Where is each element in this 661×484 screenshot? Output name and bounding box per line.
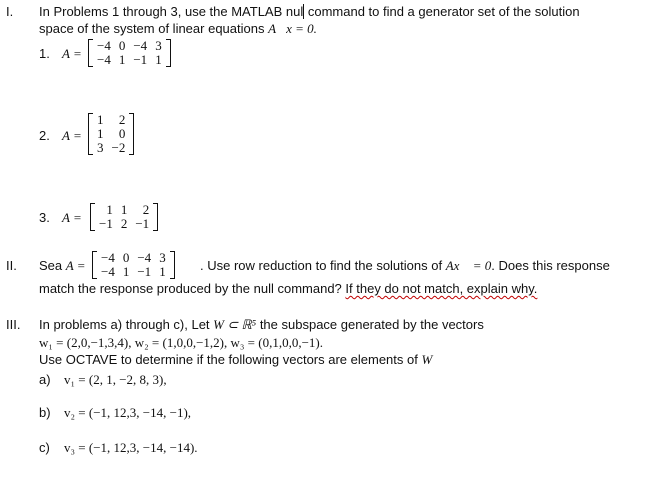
- section-2-sea-text: Sea: [39, 258, 66, 273]
- matrix-cell: 0: [122, 250, 130, 265]
- problem-1-lhs: A =: [62, 46, 82, 61]
- section-1-line-1: [39, 4, 580, 20]
- section-2-line-1-rest: [200, 258, 610, 274]
- item-a-expr: v₁ = (2, 1, −2, 8, 3),: [64, 372, 167, 387]
- section-3-numeral: III.: [6, 317, 21, 332]
- section-2-text-end: . Does this response: [491, 258, 610, 273]
- matrix-right-bracket: [166, 39, 171, 67]
- matrix-cell: 3: [159, 250, 166, 265]
- matrix-cell: 3: [97, 140, 104, 155]
- matrix-cell: −4: [97, 52, 111, 67]
- item-a-label: a): [39, 372, 51, 387]
- item-c-label: c): [39, 440, 50, 455]
- matrix-cell: 1: [118, 52, 126, 67]
- matrix-cell: −4: [137, 250, 152, 265]
- matrix-right-bracket: [153, 203, 158, 231]
- matrix-cell: 3: [155, 38, 162, 53]
- item-b-label: b): [39, 405, 51, 420]
- matrix-right-bracket: [170, 251, 175, 279]
- matrix-cell: 1: [120, 202, 128, 217]
- section-2-line-2-b: If they do not match, explain why.: [345, 281, 538, 296]
- section-3-line-1-b: the subspace generated by the vectors: [256, 317, 484, 332]
- section-1-line-1-a: In Problems 1 through 3, use the MATLAB nul: [39, 4, 304, 19]
- section-3-w: W: [421, 352, 433, 367]
- section-2-line-2: [39, 281, 537, 297]
- section-2-text-after: . Use row reduction to find the solutions of: [200, 258, 446, 273]
- matrix-cell: −2: [111, 140, 126, 155]
- section-1-equation: A⃗x = 0.: [268, 21, 317, 36]
- matrix-cell: 0: [118, 126, 126, 141]
- matrix-cell: 1: [97, 112, 104, 127]
- item-c-expr: v₃ = (−1, 12,3, −14, −14).: [64, 440, 198, 455]
- section-1-line-2-a: space of the system of linear equations: [39, 21, 269, 36]
- matrix-cell: 1: [155, 52, 162, 67]
- section-2-numeral: II.: [6, 258, 17, 273]
- matrix-cell: −1: [137, 264, 152, 279]
- matrix-cell: 1: [122, 264, 130, 279]
- matrix-cell: 0: [118, 38, 126, 53]
- section-2-matrix: [92, 251, 175, 279]
- matrix-cell: −1: [133, 52, 148, 67]
- matrix-cell: −4: [133, 38, 148, 53]
- problem-1-label: 1.: [39, 46, 50, 61]
- section-2-lhs: A =: [65, 258, 86, 273]
- problem-3-lhs: A =: [62, 210, 82, 225]
- section-3-line-1: [39, 317, 484, 333]
- problem-2-label: 2.: [39, 128, 50, 143]
- matrix-right-bracket: [129, 113, 134, 155]
- section-3-line-3: [39, 352, 432, 368]
- matrix-cell: −4: [97, 38, 111, 53]
- matrix-cell: 2: [118, 112, 126, 127]
- section-3-line-1-a: In problems a) through c), Let: [39, 317, 214, 332]
- problem-3-matrix: [90, 203, 158, 231]
- section-3-line-3-a: Use OCTAVE to determine if the following vectors are elements of: [39, 352, 422, 367]
- item-b-expr: v₂ = (−1, 12,3, −14, −1),: [64, 405, 192, 420]
- matrix-cell: −1: [99, 216, 113, 231]
- matrix-cell: −1: [135, 216, 150, 231]
- section-1-numeral: I.: [6, 4, 14, 19]
- section-2-equation: Ax⃗ = 0: [445, 258, 492, 273]
- matrix-cell: 2: [120, 216, 128, 231]
- section-1-line-1-b: command to find a generator set of the solution: [304, 4, 580, 19]
- matrix-cell: 1: [97, 126, 104, 141]
- matrix-cell: 1: [159, 264, 166, 279]
- section-2-line-2-a: match the response produced by the null command?: [39, 281, 346, 296]
- matrix-cell: −4: [101, 264, 115, 279]
- matrix-cell: 1: [106, 202, 113, 217]
- problem-2-matrix: [88, 113, 134, 155]
- matrix-table: [95, 203, 153, 231]
- matrix-table: [93, 39, 166, 67]
- matrix-cell: −4: [101, 250, 115, 265]
- matrix-cell: 2: [142, 202, 150, 217]
- section-3-subspace: W ⊂ ℝ⁵: [213, 317, 257, 332]
- section-1-line-2: [39, 21, 317, 37]
- problem-1-matrix: [88, 39, 171, 67]
- problem-2-lhs: A =: [62, 128, 82, 143]
- matrix-table: [93, 113, 129, 155]
- section-3-vectors: w₁ = (2,0,−1,3,4), w₂ = (1,0,0,−1,2), w₃ = (0,1,0,0,−1).: [39, 335, 323, 350]
- section-2-sea: [39, 258, 85, 274]
- problem-3-label: 3.: [39, 210, 50, 225]
- matrix-table: [97, 251, 170, 279]
